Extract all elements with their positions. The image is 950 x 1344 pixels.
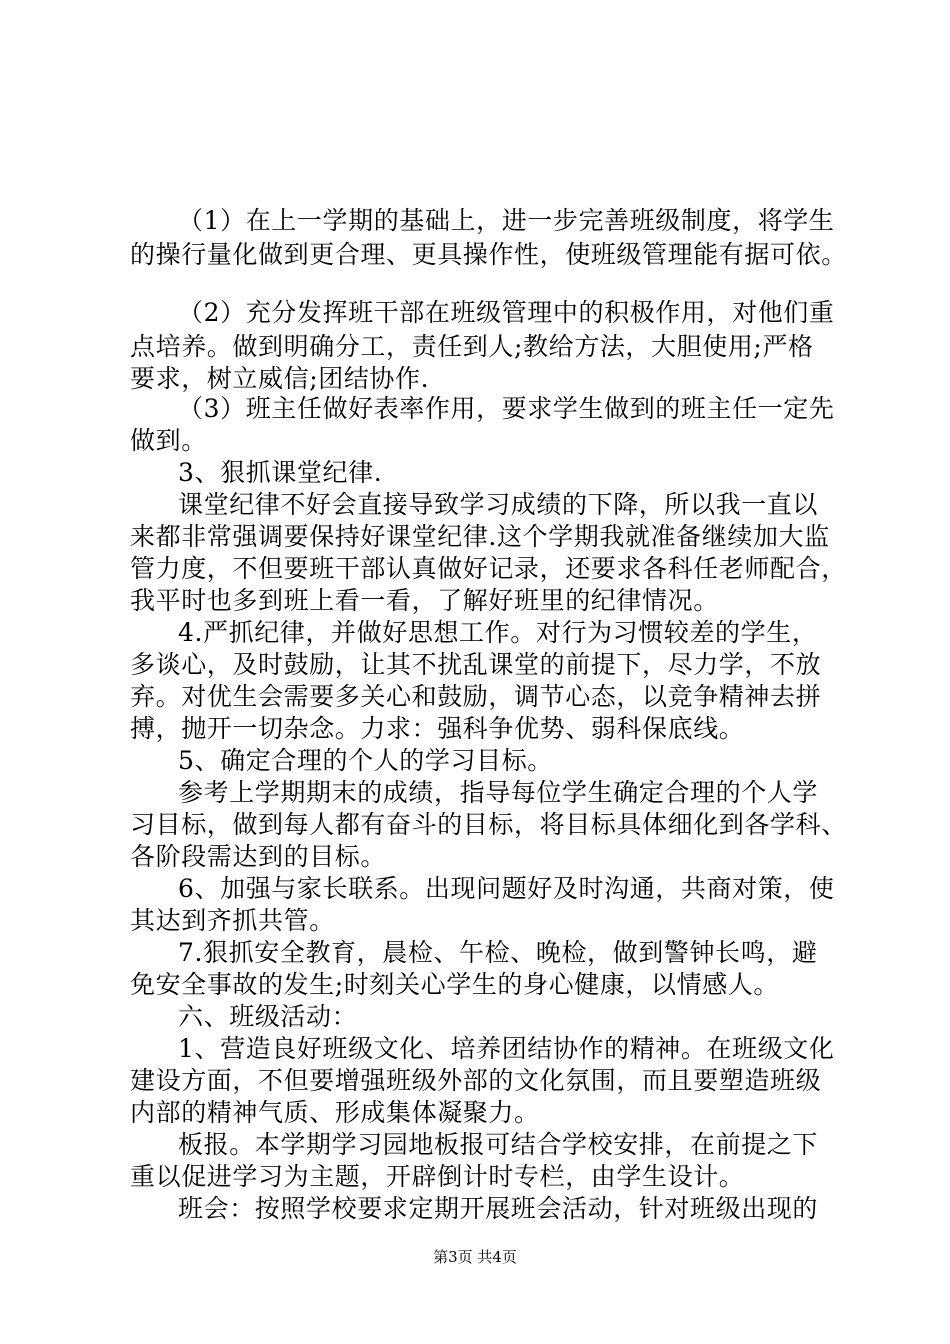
paragraph-line: 课堂纪律不好会直接导致学习成绩的下降，所以我一直以	[178, 490, 819, 519]
paragraph-line: 习目标，做到每人都有奋斗的目标，将目标具体细化到各学科、	[130, 810, 847, 839]
page-number-footer: 第3页 共4页	[433, 1248, 517, 1266]
paragraph-line: 6、加强与家长联系。出现问题好及时沟通，共商对策，使	[178, 874, 835, 903]
paragraph-line: 板报。本学期学习园地板报可结合学校安排，在前提之下	[178, 1130, 819, 1159]
paragraph-line: 要求，树立威信;团结协作.	[130, 364, 430, 393]
paragraph-line: 重以促进学习为主题，开辟倒计时专栏，由学生设计。	[130, 1162, 745, 1191]
paragraph-line: 1、营造良好班级文化、培养团结协作的精神。在班级文化	[178, 1034, 835, 1063]
paragraph-line: 5、确定合理的个人的学习目标。	[178, 746, 553, 775]
paragraph-line: （2）充分发挥班干部在班级管理中的积极作用，对他们重	[178, 298, 835, 327]
paragraph-line: 做到。	[130, 426, 207, 455]
paragraph-line: 4.严抓纪律，并做好思想工作。对行为习惯较差的学生，	[178, 618, 818, 647]
paragraph-line: 内部的精神气质、形成集体凝聚力。	[130, 1098, 540, 1127]
paragraph-line: 点培养。做到明确分工，责任到人;教给方法，大胆使用;严格	[130, 332, 814, 361]
paragraph-line: 弃。对优生会需要多关心和鼓励，调节心态，以竞争精神去拼	[130, 682, 822, 711]
paragraph-line: 搏，抛开一切杂念。力求：强科争优势、弱科保底线。	[130, 714, 745, 743]
paragraph-line: 各阶段需达到的目标。	[130, 842, 387, 871]
paragraph-line: 来都非常强调要保持好课堂纪律.这个学期我就准备继续加大监	[130, 522, 830, 551]
paragraph-line: 六、班级活动：	[178, 1002, 358, 1031]
paragraph-line: 3、狠抓课堂纪律.	[178, 458, 383, 487]
paragraph-line: 参考上学期期末的成绩，指导每位学生确定合理的个人学	[178, 778, 819, 807]
paragraph-line: 建设方面，不但要增强班级外部的文化氛围，而且要塑造班级	[130, 1066, 822, 1095]
paragraph-line: 其达到齐抓共管。	[130, 906, 335, 935]
paragraph-line: 多谈心，及时鼓励，让其不扰乱课堂的前提下，尽力学，不放	[130, 650, 822, 679]
paragraph-line: 管力度，不但要班干部认真做好记录，还要求各科任老师配合，	[130, 554, 847, 583]
paragraph-line: 免安全事故的发生;时刻关心学生的身心健康，以情感人。	[130, 970, 780, 999]
paragraph-line: 的操行量化做到更合理、更具操作性，使班级管理能有据可依。	[130, 240, 847, 269]
paragraph-line: 7.狠抓安全教育，晨检、午检、晚检，做到警钟长鸣，避	[178, 938, 818, 967]
paragraph-line: （3）班主任做好表率作用，要求学生做到的班主任一定先	[178, 394, 835, 423]
paragraph-line: （1）在上一学期的基础上，进一步完善班级制度，将学生	[178, 206, 835, 235]
paragraph-line: 班会：按照学校要求定期开展班会活动，针对班级出现的	[178, 1194, 819, 1223]
paragraph-line: 我平时也多到班上看一看，了解好班里的纪律情况。	[130, 586, 719, 615]
